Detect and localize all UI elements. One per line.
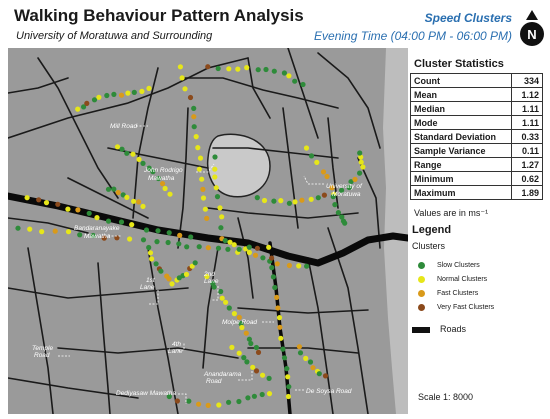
cluster-point bbox=[217, 205, 222, 210]
legend-swatch-fast bbox=[418, 290, 425, 297]
label-temple-road-2: Road bbox=[34, 352, 50, 359]
cluster-point bbox=[260, 255, 265, 260]
label-university-2: Moratuwa bbox=[332, 191, 361, 198]
cluster-point bbox=[352, 177, 357, 182]
cluster-point bbox=[274, 295, 279, 300]
label-john-rodrigo-2: Mawatha bbox=[148, 175, 175, 182]
cluster-point bbox=[332, 202, 337, 207]
cluster-point bbox=[286, 394, 291, 399]
cluster-point bbox=[304, 145, 309, 150]
cluster-point bbox=[216, 402, 221, 407]
cluster-point bbox=[232, 242, 237, 247]
cluster-point bbox=[154, 239, 159, 244]
cluster-point bbox=[285, 374, 290, 379]
legend-label: Slow Clusters bbox=[437, 262, 480, 269]
cluster-point bbox=[244, 359, 249, 364]
cluster-point bbox=[255, 195, 260, 200]
cluster-point bbox=[201, 195, 206, 200]
cluster-point bbox=[139, 89, 144, 94]
legend-clusters-label: Clusters bbox=[412, 241, 446, 251]
stats-title: Cluster Statistics bbox=[414, 58, 504, 70]
speed-clusters-title: Speed Clusters bbox=[424, 11, 512, 25]
legend-label: Normal Clusters bbox=[437, 276, 488, 283]
cluster-point bbox=[309, 197, 314, 202]
cluster-point bbox=[125, 91, 130, 96]
cluster-point bbox=[286, 384, 291, 389]
cluster-point bbox=[84, 101, 89, 106]
stats-value: 0.11 bbox=[512, 144, 543, 158]
cluster-point bbox=[271, 199, 276, 204]
cluster-point bbox=[195, 145, 200, 150]
stats-row bbox=[411, 186, 543, 200]
cluster-point bbox=[163, 186, 168, 191]
stats-value: 1.89 bbox=[512, 186, 543, 200]
cluster-point bbox=[215, 194, 220, 199]
cluster-point bbox=[237, 247, 242, 252]
stats-label: Count bbox=[411, 74, 512, 88]
cluster-point bbox=[286, 73, 291, 78]
cluster-point bbox=[255, 246, 260, 251]
cluster-point bbox=[245, 395, 250, 400]
cluster-point bbox=[357, 171, 362, 176]
cluster-point bbox=[191, 114, 196, 119]
cluster-point bbox=[266, 245, 271, 250]
stats-label: Mode bbox=[411, 116, 512, 130]
cluster-point bbox=[188, 234, 193, 239]
cluster-point bbox=[272, 69, 277, 74]
map-scale: Scale 1: 8000 bbox=[418, 392, 474, 402]
stats-label: Range bbox=[411, 158, 512, 172]
cluster-point bbox=[275, 261, 280, 266]
info-panel bbox=[410, 56, 550, 416]
cluster-point bbox=[292, 199, 297, 204]
cluster-point bbox=[177, 233, 182, 238]
cluster-point bbox=[167, 192, 172, 197]
cluster-point bbox=[136, 157, 141, 162]
label-molpe-road: Molpe Road bbox=[222, 319, 258, 326]
cluster-point bbox=[167, 230, 172, 235]
cluster-point bbox=[308, 359, 313, 364]
cluster-point bbox=[236, 399, 241, 404]
cluster-point bbox=[298, 350, 303, 355]
cluster-point bbox=[267, 376, 272, 381]
cluster-point bbox=[194, 134, 199, 139]
label-fourth-lane: 4th bbox=[172, 341, 182, 348]
cluster-point bbox=[248, 341, 253, 346]
cluster-point bbox=[321, 169, 326, 174]
stats-label: Sample Variance bbox=[411, 144, 512, 158]
cluster-point bbox=[149, 256, 154, 261]
cluster-point bbox=[180, 75, 185, 80]
label-bandaranayake-2: Mawatha bbox=[84, 233, 111, 240]
cluster-point bbox=[310, 365, 315, 370]
label-anandarama-2: Road bbox=[206, 378, 222, 385]
cluster-point bbox=[263, 67, 268, 72]
stats-value: 1.12 bbox=[512, 88, 543, 102]
north-label: N bbox=[527, 27, 537, 42]
legend-label: Very Fast Clusters bbox=[437, 304, 495, 311]
cluster-point bbox=[206, 403, 211, 408]
cluster-point bbox=[127, 236, 132, 241]
cluster-point bbox=[144, 227, 149, 232]
label-anandarama: Anandarama bbox=[204, 371, 242, 378]
cluster-point bbox=[359, 160, 364, 165]
cluster-point bbox=[182, 86, 187, 91]
cluster-point bbox=[184, 272, 189, 277]
cluster-point bbox=[94, 215, 99, 220]
stats-row bbox=[411, 172, 543, 186]
cluster-point bbox=[191, 106, 196, 111]
cluster-point bbox=[155, 228, 160, 233]
cluster-point bbox=[226, 66, 231, 71]
cluster-point bbox=[75, 107, 80, 112]
label-first-lane-2: Lane bbox=[140, 284, 155, 291]
cluster-point bbox=[193, 260, 198, 265]
cluster-point bbox=[116, 190, 121, 195]
cluster-point bbox=[176, 241, 181, 246]
cluster-point bbox=[87, 211, 92, 216]
stats-table bbox=[410, 73, 543, 200]
cluster-point bbox=[212, 167, 217, 172]
time-range-title: Evening Time (04:00 PM - 06:00 PM) bbox=[314, 29, 512, 43]
cluster-point bbox=[178, 64, 183, 69]
cluster-point bbox=[247, 245, 252, 250]
units-note: Values are in ms⁻¹ bbox=[414, 208, 489, 218]
cluster-point bbox=[277, 315, 282, 320]
cluster-point bbox=[229, 345, 234, 350]
cluster-point bbox=[111, 92, 116, 97]
stats-value: 1.27 bbox=[512, 158, 543, 172]
stats-label: Mean bbox=[411, 88, 512, 102]
cluster-point bbox=[256, 350, 261, 355]
legend-item-slow bbox=[418, 260, 480, 272]
cluster-point bbox=[203, 207, 208, 212]
stats-value: 334 bbox=[512, 74, 543, 88]
cluster-point bbox=[303, 356, 308, 361]
map-title: Walking Behaviour Pattern Analysis bbox=[14, 6, 304, 25]
cluster-point bbox=[220, 296, 225, 301]
cluster-point bbox=[278, 336, 283, 341]
cluster-point bbox=[284, 366, 289, 371]
cluster-point bbox=[124, 195, 129, 200]
cluster-point bbox=[304, 264, 309, 269]
cluster-point bbox=[218, 289, 223, 294]
legend-swatch-normal bbox=[418, 276, 425, 283]
cluster-point bbox=[336, 210, 341, 215]
cluster-point bbox=[200, 187, 205, 192]
label-john-rodrigo: John Rodrigo bbox=[144, 167, 183, 174]
stats-row bbox=[411, 116, 543, 130]
stats-row bbox=[411, 144, 543, 158]
cluster-point bbox=[227, 305, 232, 310]
cluster-point bbox=[141, 237, 146, 242]
cluster-point bbox=[184, 244, 189, 249]
stats-value: 0.62 bbox=[512, 172, 543, 186]
cluster-point bbox=[104, 93, 109, 98]
cluster-point bbox=[297, 344, 302, 349]
cluster-point bbox=[223, 300, 228, 305]
cluster-point bbox=[212, 174, 217, 179]
legend-title: Legend bbox=[412, 224, 452, 236]
stats-label: Standard Deviation bbox=[411, 130, 512, 144]
cluster-point bbox=[106, 187, 111, 192]
cluster-point bbox=[140, 204, 145, 209]
stats-row bbox=[411, 88, 543, 102]
cluster-point bbox=[267, 391, 272, 396]
cluster-point bbox=[158, 269, 163, 274]
label-first-lane: 1st bbox=[146, 277, 155, 284]
label-temple-road: Temple bbox=[32, 345, 54, 352]
cluster-point bbox=[277, 325, 282, 330]
cluster-point bbox=[55, 202, 60, 207]
cluster-point bbox=[269, 256, 274, 261]
legend-item-normal bbox=[418, 274, 487, 286]
cluster-point bbox=[253, 253, 258, 258]
cluster-point bbox=[130, 152, 135, 157]
cluster-point bbox=[166, 240, 171, 245]
roads-label: Roads bbox=[440, 324, 467, 334]
stats-label: Maximum bbox=[411, 186, 512, 200]
cluster-point bbox=[262, 198, 267, 203]
cluster-point bbox=[77, 232, 82, 237]
cluster-point bbox=[314, 160, 319, 165]
map-canvas[interactable] bbox=[8, 48, 408, 414]
stats-label: Median bbox=[411, 102, 512, 116]
cluster-point bbox=[154, 261, 159, 266]
cluster-point bbox=[317, 371, 322, 376]
cluster-point bbox=[254, 368, 259, 373]
cluster-point bbox=[129, 222, 134, 227]
north-arrow-icon bbox=[518, 10, 546, 48]
legend-label: Fast Clusters bbox=[437, 290, 479, 297]
legend-swatch-slow bbox=[418, 262, 425, 269]
cluster-point bbox=[124, 151, 129, 156]
label-dediyasaw: Dediyasaw Mawatha bbox=[116, 390, 176, 397]
cluster-point bbox=[186, 399, 191, 404]
cluster-point bbox=[299, 198, 304, 203]
cluster-point bbox=[260, 392, 265, 397]
stats-row bbox=[411, 74, 543, 88]
cluster-point bbox=[206, 245, 211, 250]
cluster-point bbox=[225, 247, 230, 252]
cluster-point bbox=[260, 373, 265, 378]
label-university: University of bbox=[326, 183, 362, 190]
cluster-point bbox=[247, 250, 252, 255]
cluster-point bbox=[169, 281, 174, 286]
cluster-point bbox=[223, 238, 228, 243]
cluster-point bbox=[271, 274, 276, 279]
stats-value: 1.11 bbox=[512, 116, 543, 130]
stats-value: 1.11 bbox=[512, 102, 543, 116]
cluster-point bbox=[275, 305, 280, 310]
label-fourth-lane-2: Lane bbox=[168, 348, 183, 355]
cluster-point bbox=[198, 156, 203, 161]
cluster-point bbox=[278, 198, 283, 203]
cluster-point bbox=[136, 199, 141, 204]
cluster-point bbox=[197, 167, 202, 172]
cluster-point bbox=[192, 124, 197, 129]
cluster-point bbox=[272, 285, 277, 290]
cluster-point bbox=[205, 64, 210, 69]
cluster-point bbox=[300, 82, 305, 87]
cluster-point bbox=[111, 187, 116, 192]
cluster-point bbox=[15, 226, 20, 231]
legend-item-very-fast bbox=[418, 302, 494, 314]
stats-value: 0.33 bbox=[512, 130, 543, 144]
legend-item-roads bbox=[412, 324, 466, 334]
cluster-point bbox=[280, 347, 285, 352]
cluster-point bbox=[132, 90, 137, 95]
label-de-soysa: De Soysa Road bbox=[306, 388, 352, 395]
cluster-point bbox=[216, 66, 221, 71]
cluster-point bbox=[115, 144, 120, 149]
cluster-point bbox=[140, 161, 145, 166]
cluster-point bbox=[199, 177, 204, 182]
cluster-point bbox=[212, 154, 217, 159]
cluster-point bbox=[232, 311, 237, 316]
map-subtitle: University of Moratuwa and Surrounding bbox=[16, 30, 213, 42]
cluster-point bbox=[106, 219, 111, 224]
cluster-point bbox=[235, 67, 240, 72]
stats-label: Minimum bbox=[411, 172, 512, 186]
cluster-point bbox=[309, 153, 314, 158]
label-bandaranayake: Bandaranayake bbox=[74, 225, 120, 232]
stats-row bbox=[411, 130, 543, 144]
cluster-point bbox=[244, 65, 249, 70]
legend-swatch-very-fast bbox=[418, 304, 425, 311]
cluster-point bbox=[252, 394, 257, 399]
legend-item-fast bbox=[418, 288, 478, 300]
stats-row bbox=[411, 158, 543, 172]
cluster-point bbox=[296, 263, 301, 268]
cluster-point bbox=[131, 199, 136, 204]
cluster-point bbox=[287, 201, 292, 206]
stats-row bbox=[411, 102, 543, 116]
cluster-point bbox=[254, 345, 259, 350]
cluster-point bbox=[146, 245, 151, 250]
cluster-point bbox=[92, 97, 97, 102]
cluster-point bbox=[241, 355, 246, 360]
cluster-point bbox=[282, 355, 287, 360]
cluster-point bbox=[119, 93, 124, 98]
cluster-point bbox=[256, 67, 261, 72]
cluster-point bbox=[204, 216, 209, 221]
cluster-point bbox=[96, 95, 101, 100]
cluster-point bbox=[316, 195, 321, 200]
cluster-point bbox=[292, 79, 297, 84]
cluster-point bbox=[324, 174, 329, 179]
cluster-point bbox=[36, 197, 41, 202]
cluster-point bbox=[119, 219, 124, 224]
cluster-point bbox=[244, 331, 249, 336]
cluster-point bbox=[148, 250, 153, 255]
cluster-point bbox=[53, 229, 58, 234]
cluster-point bbox=[27, 227, 32, 232]
label-second-lane: 2nd bbox=[204, 271, 215, 278]
cluster-point bbox=[197, 244, 202, 249]
cluster-point bbox=[175, 398, 180, 403]
cluster-point bbox=[65, 207, 70, 212]
cluster-point bbox=[188, 95, 193, 100]
roads-swatch bbox=[412, 327, 430, 333]
cluster-point bbox=[219, 214, 224, 219]
cluster-point bbox=[269, 265, 274, 270]
cluster-point bbox=[250, 365, 255, 370]
cluster-point bbox=[44, 200, 49, 205]
cluster-point bbox=[342, 221, 347, 226]
cluster-point bbox=[360, 164, 365, 169]
cluster-point bbox=[75, 207, 80, 212]
cluster-point bbox=[212, 284, 217, 289]
label-mill-road: Mill Road bbox=[110, 123, 138, 130]
cluster-point bbox=[196, 402, 201, 407]
cluster-point bbox=[237, 351, 242, 356]
cluster-point bbox=[322, 193, 327, 198]
cluster-point bbox=[119, 147, 124, 152]
cluster-point bbox=[25, 195, 30, 200]
cluster-point bbox=[66, 229, 71, 234]
label-second-lane-2: Lane bbox=[204, 278, 219, 285]
cluster-point bbox=[216, 246, 221, 251]
cluster-point bbox=[146, 86, 151, 91]
cluster-point bbox=[323, 373, 328, 378]
cluster-point bbox=[357, 150, 362, 155]
cluster-point bbox=[287, 263, 292, 268]
cluster-point bbox=[39, 229, 44, 234]
cluster-point bbox=[214, 185, 219, 190]
cluster-point bbox=[166, 276, 171, 281]
cluster-point bbox=[282, 70, 287, 75]
cluster-point bbox=[218, 225, 223, 230]
cluster-point bbox=[226, 400, 231, 405]
